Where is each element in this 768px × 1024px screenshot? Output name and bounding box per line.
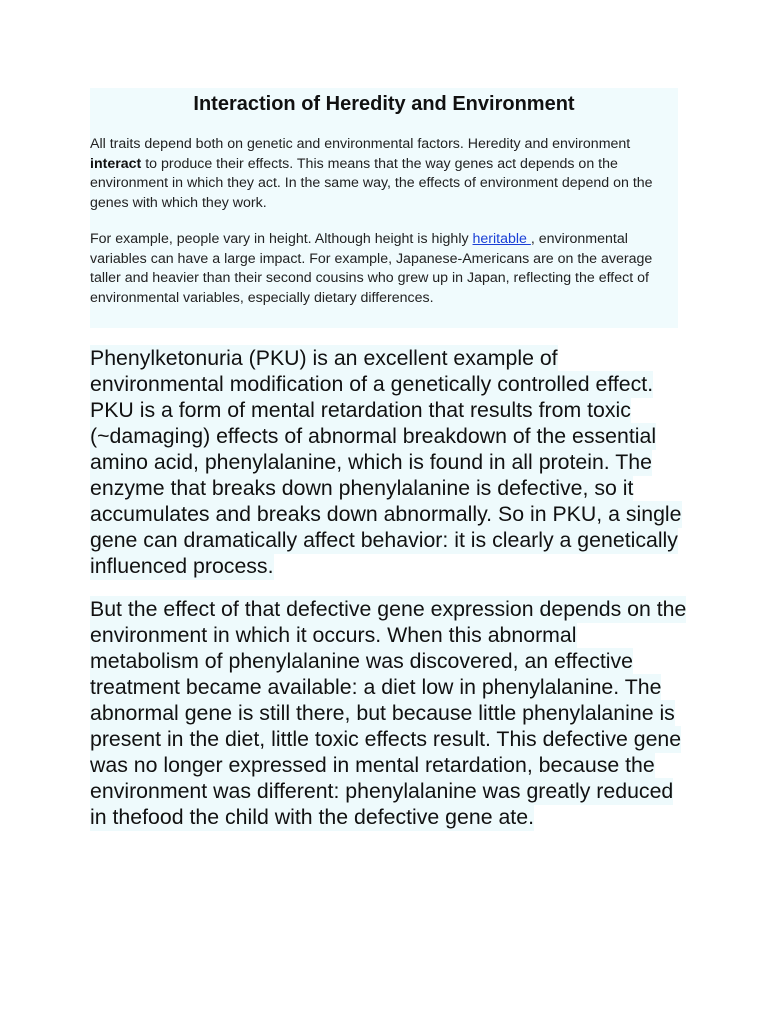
pku-paragraph-text: Phenylketonuria (PKU) is an excellent example of environmental modification of a genetically controlled effect. PKU is a form of mental retardation that results from toxic (~damaging) effects of abnormal breakdown of the essential amino acid, phenylalanine, which is found in all protein. The enzyme that breaks down phenylalanine is defective, so it accumulates and breaks down abnormally. So in PKU, a single gene can dramatically affect behavior: it is clearly a genetically influenced process. [90, 346, 682, 578]
environment-paragraph [90, 596, 690, 830]
example-text-after: , environmental variables can have a large impact. For example, Japanese-Americans are on the average taller and heavier than their second cousins who grew up in Japan, reflecting the effect of environmental variables, especially dietary differences. [90, 231, 653, 306]
heritable-link[interactable]: heritable [472, 231, 531, 247]
pku-paragraph [90, 345, 690, 579]
intro-paragraph [90, 135, 678, 213]
document-title: Interaction of Heredity and Environment [193, 93, 575, 115]
intro-text-after: to produce their effects. This means that the way genes act depends on the environment in which they act. In the same way, the effects of environment depend on the genes with which they work. [90, 155, 653, 211]
intro-text-before: All traits depend both on genetic and environmental factors. Heredity and environment [90, 136, 631, 152]
intro-bold-word: interact [90, 155, 142, 172]
example-text-before: For example, people vary in height. Although height is highly [90, 231, 473, 247]
environment-paragraph-text: But the effect of that defective gene expression depends on the environment in which it occurs. When this abnormal metabolism of phenylalanine was discovered, an effective treatment became available: a diet low in phenylalanine. The abnormal gene is still there, but because little phenylalanine is present in the diet, little toxic effects result. This defective gene was no longer expressed in mental retardation, because the environment was different: phenylalanine was greatly reduced in thefood the child with the defective gene ate. [90, 597, 687, 829]
example-paragraph [90, 230, 678, 308]
